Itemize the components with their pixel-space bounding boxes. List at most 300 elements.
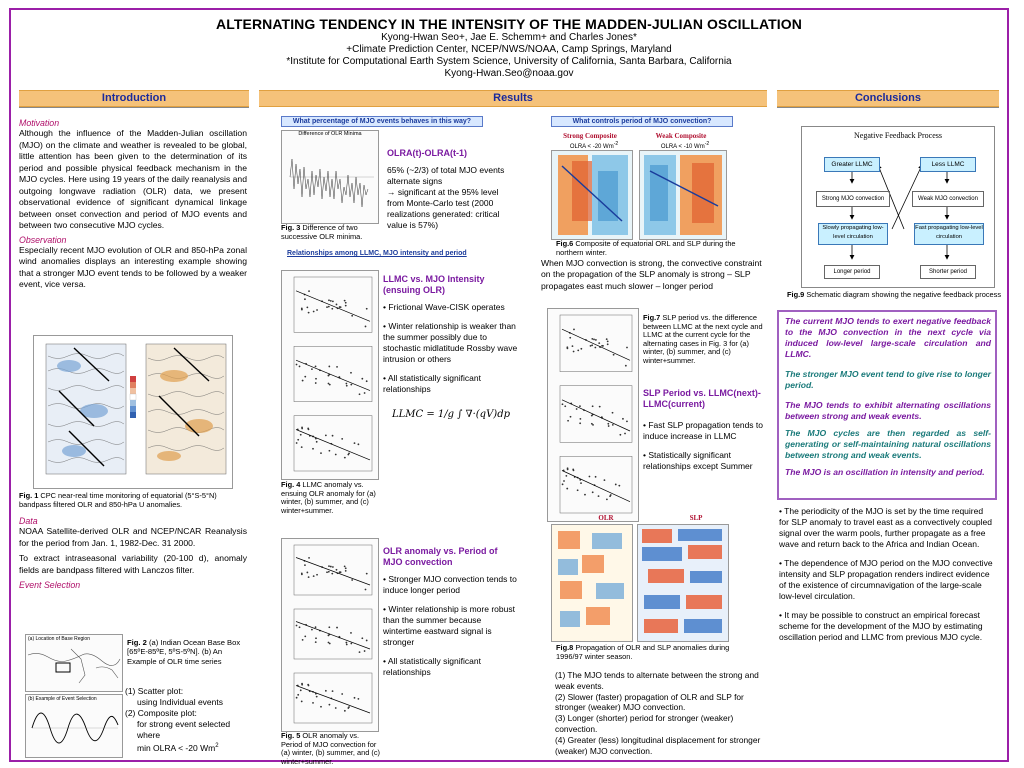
- scatter-point: [590, 345, 592, 347]
- observation-heading: Observation: [19, 234, 67, 245]
- scatter-point: [365, 326, 367, 328]
- scatter-point: [606, 498, 608, 500]
- scatter-point: [562, 403, 564, 405]
- olr-period-block: [383, 546, 519, 678]
- scatter-point: [351, 579, 353, 581]
- scatter-point: [595, 476, 597, 478]
- scatter-point: [579, 422, 581, 424]
- data-heading: Data: [19, 516, 38, 526]
- scatter-point: [604, 479, 606, 481]
- step-2-criterion: min OLRA < -20 Wm$^2$: [137, 742, 219, 753]
- fig4-label: Fig. 4: [281, 480, 301, 489]
- scatter-point: [330, 566, 332, 568]
- motivation-text: Although the influence of the Madden-Julian oscillation (MJO) on the climate and weather is revealed to be global, little attention has been given to the determination of its period and possible physical feedback mechanism in the MJO cycles. Here using 19 years of the daily reanalysis and outgoing longwave radiation (OLR) data, we present observational evidence of significant dynamical linkage between onset convection and period of MJO events and between two consecutive MJO cycles.: [19, 128, 247, 230]
- scatter-point: [345, 570, 347, 572]
- scatter-point: [299, 626, 301, 628]
- regression-line: [296, 360, 370, 390]
- scatter-point: [595, 339, 597, 341]
- fig6-caption: [556, 240, 736, 257]
- scatter-point: [615, 484, 617, 486]
- olr-bullet-1: • Stronger MJO convection tends to induce longer period: [383, 574, 517, 595]
- scatter-point: [359, 393, 361, 395]
- fig6-caption-text: Composite of equatorial ORL and SLP during the northern winter.: [556, 239, 736, 257]
- scatter-point: [316, 696, 318, 698]
- question-percentage: What percentage of MJO events behaves in this way?: [281, 116, 483, 127]
- scatter-point: [567, 469, 569, 471]
- scatter-point: [301, 701, 303, 703]
- scatter-point: [599, 406, 601, 408]
- fig1-caption: [19, 492, 249, 509]
- llmc-bullet-1: • Frictional Wave-CISK operates: [383, 302, 505, 312]
- fig4-scatterplots: [281, 270, 379, 480]
- scatter-point: [301, 573, 303, 575]
- scatter-point: [307, 428, 309, 430]
- fig1-caption-text: CPC near-real time monitoring of equatorial (5°S-5°N) bandpass filtered OLR and 850-hPa U anomalies.: [19, 491, 217, 509]
- scatter-point: [336, 366, 338, 368]
- scatter-point: [331, 573, 333, 575]
- scatter-point: [306, 572, 308, 574]
- data-text-2: To extract intraseasonal variability (20-100 d), anomaly fields are bandpass filtered with Lanczos filter.: [19, 553, 247, 575]
- scatter-point: [612, 424, 614, 426]
- scatter-point: [619, 434, 621, 436]
- scatter-point: [308, 290, 310, 292]
- scatter-point: [351, 315, 353, 317]
- slp-bullet-1: • Fast SLP propagation tends to induce increase in LLMC: [643, 420, 764, 441]
- scatter-point: [344, 565, 346, 567]
- strong-composite-label: Strong Composite: [563, 132, 617, 140]
- step-2: (2) Composite plot:: [125, 708, 197, 718]
- scatter-point: [569, 337, 571, 339]
- scatter-point: [345, 305, 347, 307]
- scatter-point: [607, 423, 609, 425]
- fig4-svg: [282, 271, 378, 479]
- llmc-block: [383, 274, 519, 420]
- scatter-point: [301, 446, 303, 448]
- scatter-point: [300, 689, 302, 691]
- scatter-point: [592, 424, 594, 426]
- scatter-point: [312, 448, 314, 450]
- scatter-point: [340, 306, 342, 308]
- scatter-point: [613, 354, 615, 356]
- fig2a-map: [25, 634, 123, 692]
- fig2a-label: (a) Location of Base Region: [28, 636, 90, 642]
- slp-bullet-2: • Statistically significant relationships except Summer: [643, 450, 753, 471]
- panel-frame: [294, 673, 372, 723]
- fig6-strong-composite: [551, 150, 633, 240]
- event-steps: [125, 686, 249, 754]
- scatter-point: [598, 342, 600, 344]
- scatter-point: [622, 418, 624, 420]
- scatter-point: [302, 639, 304, 641]
- panel-frame: [560, 386, 632, 443]
- scatter-point: [326, 306, 328, 308]
- step-1: (1) Scatter plot:: [125, 686, 184, 696]
- scatter-point: [316, 441, 318, 443]
- scatter-point: [580, 482, 582, 484]
- scatter-point: [584, 494, 586, 496]
- scatter-point: [315, 641, 317, 643]
- fig2b-svg: [26, 703, 122, 753]
- scatter-point: [313, 575, 315, 577]
- scatter-point: [365, 589, 367, 591]
- scatter-point: [304, 376, 306, 378]
- motivation-heading: Motivation: [19, 118, 60, 128]
- fig2b-timeseries: [25, 694, 123, 758]
- scatter-point: [567, 420, 569, 422]
- scatter-point: [348, 706, 350, 708]
- scatter-point: [366, 573, 368, 575]
- olr-bullet-3: • All statistically significant relationships: [383, 656, 481, 677]
- scatter-point: [346, 385, 348, 387]
- scatter-point: [618, 485, 620, 487]
- poster-title: ALTERNATING TENDENCY IN THE INTENSITY OF THE MADDEN-JULIAN OSCILLATION: [216, 16, 802, 32]
- scatter-point: [332, 690, 334, 692]
- scatter-point: [608, 425, 610, 427]
- step-1-detail: using Individual events: [137, 697, 224, 707]
- scatter-point: [350, 643, 352, 645]
- fig5-label: Fig. 5: [281, 731, 301, 740]
- authors: Kyong-Hwan Seo+, Jae E. Schemm+ and Charles Jones*: [381, 32, 637, 43]
- scatter-point: [592, 491, 594, 493]
- panel-frame: [294, 609, 372, 659]
- fig2-label: Fig. 2: [127, 638, 147, 647]
- scatter-point: [348, 452, 350, 454]
- scatter-point: [306, 306, 308, 308]
- scatter-point: [336, 304, 338, 306]
- diagram-weak-convection: Weak MJO convection: [912, 191, 984, 207]
- scatter-point: [626, 347, 628, 349]
- fig5-caption-text: OLR anomaly vs. Period of MJO convection for (a) winter, (b) summer, and (c) winter+summer.: [281, 731, 380, 766]
- scatter-point: [328, 299, 330, 301]
- olra-significance: → significant at the 95% level from Monte-Carlo test (2000 realizations generated: critical value is 57%): [387, 187, 500, 230]
- llmc-bullet-3: • All statistically significant relationships: [383, 373, 481, 394]
- data-section: [19, 516, 247, 590]
- scatter-point: [325, 434, 327, 436]
- regression-line: [296, 622, 370, 650]
- scatter-point: [573, 351, 575, 353]
- scatter-point: [296, 625, 298, 627]
- scatter-point: [591, 338, 593, 340]
- fig9-caption: [787, 291, 1003, 300]
- intro-column: [19, 118, 247, 291]
- question-period: What controls period of MJO convection?: [551, 116, 733, 127]
- scatter-point: [304, 298, 306, 300]
- step-2-detail: for strong event selected where: [137, 719, 231, 740]
- scatter-point: [335, 454, 337, 456]
- summary-item-3: (3) Longer (shorter) period for stronger (weaker) convection.: [555, 713, 734, 734]
- scatter-point: [311, 629, 313, 631]
- poster-header: [11, 14, 1007, 80]
- conclusion-bullet-1: • The periodicity of the MJO is set by the time required for SLP anomaly to travel east as a convectively coupled signal over the warm pools, further propagate as a free wave and return back to the Africa and Indian Ocean.: [779, 506, 992, 549]
- regression-line: [562, 329, 630, 360]
- fig7-caption: [643, 314, 767, 366]
- scatter-point: [313, 311, 315, 313]
- scatter-point: [366, 308, 368, 310]
- scatter-point: [577, 489, 579, 491]
- scatter-point: [572, 345, 574, 347]
- diagram-greater-llmc: Greater LLMC: [824, 157, 880, 172]
- section-introduction: Introduction: [19, 90, 249, 107]
- scatter-point: [335, 707, 337, 709]
- scatter-point: [315, 382, 317, 384]
- scatter-point: [344, 457, 346, 459]
- scatter-point: [593, 339, 595, 341]
- fig2-caption-text: (a) Indian Ocean Base Box [65ºE-85ºE, 5ºS-5ºN]. (b) An Example of OLR time series: [127, 638, 241, 666]
- section-results: Results: [259, 90, 767, 107]
- regression-line: [296, 291, 370, 321]
- fig8-slp-panel: [637, 524, 729, 642]
- scatter-point: [331, 308, 333, 310]
- conclusion-bullet-3: • It may be possible to construct an empirical forecast scheme for the development of the MJO by estimating oscillation period and LLMC from previous MJO cycle.: [779, 610, 983, 642]
- olr-bullet-2: • Winter relationship is more robust than the summer because wintertime eastward signal is stronger: [383, 604, 515, 647]
- scatter-point: [325, 690, 327, 692]
- scatter-point: [366, 640, 368, 642]
- fig3-plot: [281, 130, 379, 224]
- fig6-weak-composite: [639, 150, 727, 240]
- strong-composite-criterion: OLRA < -20 $Wm^{-2}$: [569, 141, 619, 150]
- scatter-point: [354, 697, 356, 699]
- scatter-point: [610, 494, 612, 496]
- scatter-point: [301, 309, 303, 311]
- scatter-point: [328, 626, 330, 628]
- scatter-point: [345, 302, 347, 304]
- olra-block: [387, 148, 517, 231]
- fig4-caption-text: LLMC anomaly vs. ensuing OLR anomaly for (a) winter, (b) summer, and (c) winter+summer.: [281, 480, 376, 515]
- scatter-point: [361, 378, 363, 380]
- fig6-strong-svg: [552, 151, 632, 239]
- scatter-point: [297, 439, 299, 441]
- panel-frame: [294, 277, 372, 332]
- fig8-olr-svg: [552, 525, 632, 641]
- scatter-point: [336, 569, 338, 571]
- slp-block: [643, 388, 767, 472]
- fig8-caption-text: Propagation of OLR and SLP anomalies during 1996/97 winter season.: [556, 643, 730, 661]
- scatter-point: [296, 364, 298, 366]
- scatter-point: [592, 405, 594, 407]
- divider: [19, 107, 249, 108]
- event-selection-heading: Event Selection: [19, 580, 81, 590]
- scatter-point: [570, 416, 572, 418]
- scatter-point: [315, 637, 317, 639]
- scatter-point: [607, 343, 609, 345]
- scatter-point: [361, 637, 363, 639]
- conclusion-bullet-2: • The dependence of MJO period on the MJO convective intensity and SLP propagation renders indirect evidence of the existence of circumnavigation of the large-scale low-level circulation.: [779, 558, 993, 601]
- conclusion-4: The MJO cycles are then regarded as self-generating or self-maintaining natural oscillations between strong and weak events.: [785, 428, 991, 460]
- observation-text: Especially recent MJO evolution of OLR and 850-hPa zonal wind anomalies displays an interesting example showing that a stronger MJO event tends to be followed by a weaker event, vice versa.: [19, 244, 247, 289]
- summary-item-4: (4) Greater (less) longitudinal displacement for stronger (weaker) MJO convection.: [555, 734, 761, 756]
- fig3-svg: [282, 137, 378, 219]
- fig7-svg: [548, 309, 638, 521]
- fig3-plot-title: Difference of OLR Minima: [298, 131, 362, 137]
- fig2-caption: [127, 638, 247, 666]
- diagram-arrows: [802, 127, 994, 287]
- regression-line: [562, 400, 630, 431]
- scatter-point: [336, 627, 338, 629]
- diagram-fast-propagation: Fast propagating low-level circulation: [914, 223, 984, 245]
- llmc-formula: LLMC = 1/g ∫ ∇·(qV)dp: [392, 409, 510, 420]
- data-text-1: NOAA Satellite-derived OLR and NCEP/NCAR Reanalysis for the period from Jan. 1, 1982-Dec. 31 2000.: [19, 526, 247, 548]
- conclusions-box: [777, 310, 997, 500]
- fig1-label: Fig. 1: [19, 491, 39, 500]
- scatter-point: [589, 476, 591, 478]
- summary-item-1: (1) The MJO tends to alternate between the strong and weak events.: [555, 670, 759, 691]
- fig5-caption: [281, 732, 381, 766]
- scatter-point: [612, 412, 614, 414]
- scatter-point: [308, 557, 310, 559]
- scatter-point: [311, 368, 313, 370]
- scatter-point: [332, 300, 334, 302]
- scatter-point: [307, 684, 309, 686]
- fig8-olr-panel: [551, 524, 633, 642]
- affiliation-1: +Climate Prediction Center, NCEP/NWS/NOAA, Camp Springs, Maryland: [346, 44, 672, 55]
- fig5-svg: [282, 539, 378, 731]
- slp-heading: SLP Period vs. LLMC(next)-LLMC(current): [643, 388, 761, 409]
- fig1-svg: [34, 336, 232, 488]
- scatter-point: [328, 571, 330, 573]
- scatter-point: [573, 329, 575, 331]
- fig8-olr-label: OLR: [598, 514, 614, 522]
- fig6-weak-svg: [640, 151, 726, 239]
- llmc-heading: LLMC vs. MJO Intensity (ensuing OLR): [383, 274, 485, 295]
- fig7-label: Fig.7: [643, 313, 661, 322]
- scatter-point: [344, 710, 346, 712]
- panel-frame: [294, 346, 372, 401]
- divider: [777, 107, 999, 108]
- scatter-point: [607, 340, 609, 342]
- scatter-point: [341, 438, 343, 440]
- scatter-point: [576, 408, 578, 410]
- scatter-point: [296, 697, 298, 699]
- diagram-slow-propagation: Slowly propagating low-level circulation: [818, 223, 888, 245]
- panel-frame: [560, 315, 632, 372]
- scatter-point: [301, 428, 303, 430]
- scatter-point: [316, 574, 318, 576]
- scatter-point: [345, 567, 347, 569]
- scatter-point: [354, 442, 356, 444]
- panel-frame: [294, 545, 372, 595]
- fig8-slp-svg: [638, 525, 728, 641]
- scatter-point: [308, 312, 310, 314]
- scatter-point: [364, 392, 366, 394]
- scatter-point: [308, 576, 310, 578]
- scatter-point: [350, 632, 352, 634]
- diagram-strong-convection: Strong MJO convection: [816, 191, 890, 207]
- scatter-point: [350, 384, 352, 386]
- scatter-point: [344, 300, 346, 302]
- conclusion-5: The MJO is an oscillation in intensity and period.: [785, 467, 985, 477]
- scatter-point: [572, 468, 574, 470]
- affiliation-2: *Institute for Computational Earth System Science, University of California, Santa Barbara, California: [286, 56, 732, 67]
- fig8-caption: [556, 644, 746, 661]
- scatter-point: [598, 495, 600, 497]
- scatter-point: [625, 365, 627, 367]
- scatter-point: [320, 706, 322, 708]
- scatter-point: [326, 571, 328, 573]
- fig2a-svg: [26, 643, 122, 689]
- scatter-point: [345, 383, 347, 385]
- diagram-less-llmc: Less LLMC: [920, 157, 976, 172]
- scatter-point: [566, 488, 568, 490]
- llmc-bullet-2: • Winter relationship is weaker than the summer possibly due to stochastic midlatitude Rossby wave intrusion or others: [383, 321, 518, 364]
- fig6-label: Fig.6: [556, 239, 574, 248]
- fig9-diagram: [801, 126, 995, 288]
- diagram-title: Negative Feedback Process: [854, 131, 942, 140]
- scatter-point: [332, 435, 334, 437]
- fig9-caption-text: Schematic diagram showing the negative feedback process: [806, 290, 1002, 299]
- scatter-point: [594, 347, 596, 349]
- scatter-point: [579, 405, 581, 407]
- scatter-point: [329, 643, 331, 645]
- fig2b-label: (b) Example of Event Selection: [28, 696, 97, 702]
- fig3-caption-text: Difference of two successive OLR minima.: [281, 223, 363, 241]
- fig1-hovmoller: [33, 335, 233, 489]
- scatter-point: [301, 684, 303, 686]
- fig7-scatterplots: [547, 308, 639, 522]
- scatter-point: [366, 380, 368, 382]
- email: Kyong-Hwan.Seo@noaa.gov: [444, 68, 574, 79]
- scatter-point: [563, 480, 565, 482]
- scatter-point: [567, 347, 569, 349]
- relationships-heading: Relationships among LLMC, MJO intensity and period: [287, 250, 467, 257]
- scatter-point: [346, 644, 348, 646]
- scatter-point: [329, 384, 331, 386]
- scatter-point: [626, 420, 628, 422]
- scatter-point: [304, 564, 306, 566]
- scatter-point: [329, 450, 331, 452]
- scatter-point: [315, 378, 317, 380]
- scatter-point: [315, 365, 317, 367]
- scatter-point: [564, 405, 566, 407]
- scatter-point: [606, 338, 608, 340]
- scatter-point: [330, 300, 332, 302]
- fig8-label: Fig.8: [556, 643, 574, 652]
- scatter-point: [320, 452, 322, 454]
- scatter-point: [357, 443, 359, 445]
- scatter-point: [577, 349, 579, 351]
- scatter-point: [562, 483, 564, 485]
- olr-period-heading: OLR anomaly vs. Period of MJO convection: [383, 546, 498, 567]
- results-summary: [555, 670, 765, 756]
- scatter-point: [316, 309, 318, 311]
- scatter-point: [364, 650, 366, 652]
- regression-line: [296, 558, 370, 586]
- scatter-point: [299, 366, 301, 368]
- scatter-point: [359, 651, 361, 653]
- scatter-point: [296, 442, 298, 444]
- scatter-point: [315, 626, 317, 628]
- scatter-point: [345, 642, 347, 644]
- summary-item-2: (2) Slower (faster) propagation of OLR and SLP for stronger (weaker) MJO convection.: [555, 691, 744, 713]
- section-conclusions: Conclusions: [777, 90, 999, 107]
- fig3-label: Fig. 3: [281, 223, 301, 232]
- panel-frame: [560, 456, 632, 513]
- olra-heading: OLRA(t)-OLRA(t-1): [387, 148, 467, 158]
- weak-composite-criterion: OLRA < -10 $Wm^{-2}$: [660, 141, 710, 150]
- scatter-point: [328, 565, 330, 567]
- olra-text: 65% (~2/3) of total MJO events alternate signs: [387, 165, 505, 186]
- scatter-point: [302, 380, 304, 382]
- panel-frame: [294, 416, 372, 471]
- scatter-point: [565, 475, 567, 477]
- scatter-point: [328, 366, 330, 368]
- poster: [9, 8, 1009, 766]
- conclusion-3: The MJO tends to exhibit alternating oscillations between strong and weak events.: [785, 400, 991, 421]
- scatter-point: [300, 434, 302, 436]
- fig9-label: Fig.9: [787, 290, 805, 299]
- fig3-caption: [281, 224, 381, 241]
- conclusion-2: The stronger MJO event tend to give rise to longer period.: [785, 369, 991, 390]
- scatter-point: [297, 694, 299, 696]
